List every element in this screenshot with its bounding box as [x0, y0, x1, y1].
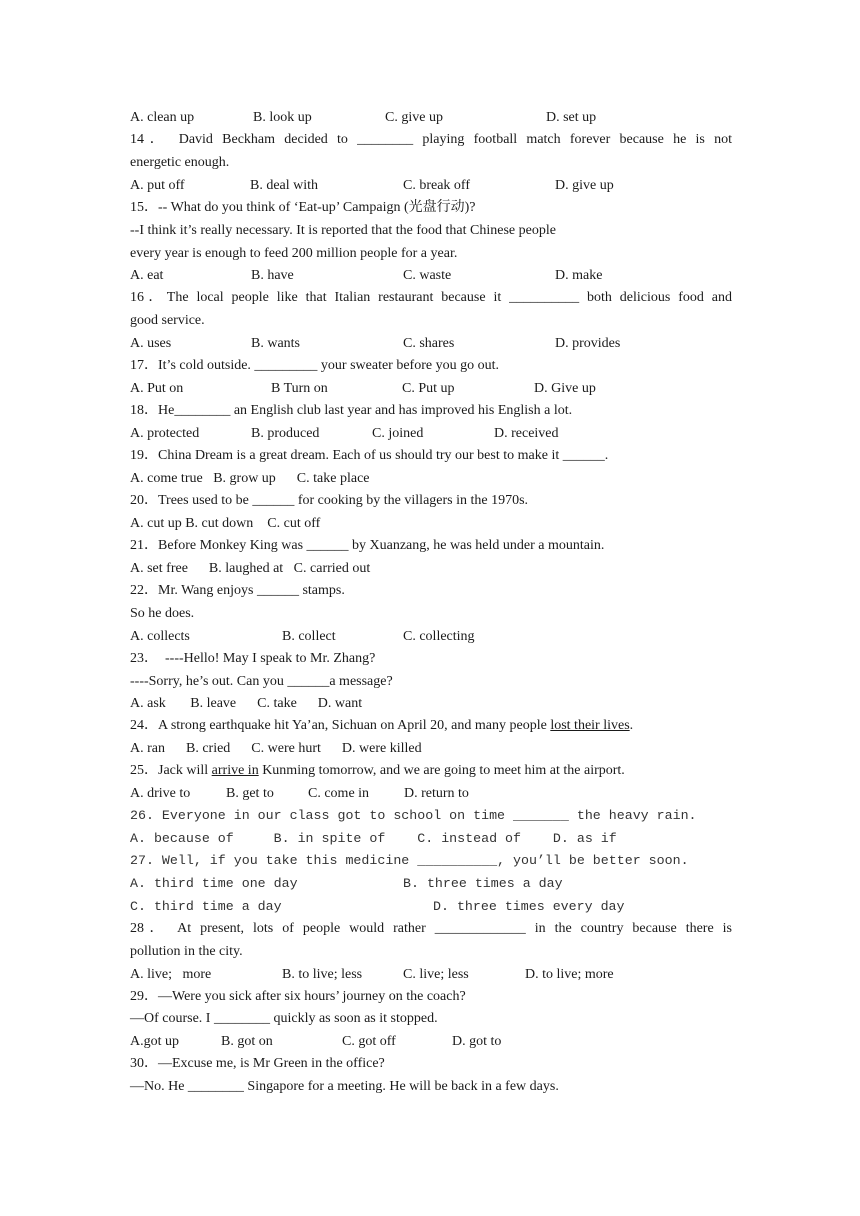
option-a: A. third time one day	[130, 876, 298, 891]
q15-options	[130, 266, 732, 286]
q30-question-cont: —No. He ________ Singapore for a meeting. He will be back in a few days.	[130, 1079, 559, 1094]
q22-question-cont: So he does.	[130, 606, 195, 621]
q25-text-pre: 25．Jack will	[130, 763, 212, 778]
option-a: A. Put on	[130, 381, 184, 396]
q20-options: A. cut up B. cut down C. cut off	[130, 516, 321, 531]
option-d: D. return to	[404, 786, 469, 801]
q19-options: A. come true B. grow up C. take place	[130, 471, 370, 486]
option-b: B. deal with	[250, 178, 319, 193]
option-d: D. give up	[555, 178, 614, 193]
q25-underlined-phrase: arrive in	[211, 763, 259, 778]
option-b: B. three times a day	[403, 876, 563, 891]
q21-question: 21．Before Monkey King was ______ by Xuanzang, he was held under a mountain.	[130, 538, 605, 553]
option-a: A. put off	[130, 178, 185, 193]
option-c: C. break off	[403, 178, 470, 193]
q15-question-cont: --I think it’s really necessary. It is reported that the food that Chinese people	[130, 223, 556, 238]
option-b: B. got on	[221, 1034, 273, 1049]
option-c: C. come in	[308, 786, 370, 801]
option-a: A. drive to	[130, 786, 191, 801]
option-a: A. collects	[130, 629, 190, 644]
q28-question-cont: pollution in the city.	[130, 944, 243, 959]
option-d: D. provides	[555, 336, 621, 351]
q28-question: 28． At present, lots of people would rather _____________ in the country because there is	[130, 921, 732, 936]
option-c: C. collecting	[403, 629, 475, 644]
option-b: B. wants	[251, 336, 300, 351]
q18-options	[130, 424, 732, 444]
q20-question: 20．Trees used to be ______ for cooking by the villagers in the 1970s.	[130, 493, 529, 508]
option-b: B. have	[251, 268, 294, 283]
option-a: A. protected	[130, 426, 200, 441]
q15-question: 15．-- What do you think of ‘Eat-up’ Campaign (光盘行动)?	[130, 200, 476, 215]
q14-question: 14． David Beckham decided to ________ playing football match forever because he is not	[130, 132, 732, 147]
q25-text-post: Kunming tomorrow, and we are going to meet him at the airport.	[258, 763, 625, 778]
q29-question: 29．—Were you sick after six hours’ journey on the coach?	[130, 989, 466, 1004]
option-c: C. Put up	[402, 381, 455, 396]
option-d: D. three times every day	[433, 899, 625, 914]
q16-options	[130, 334, 732, 354]
q23-question-cont: ----Sorry, he’s out. Can you ______a message?	[130, 674, 393, 689]
option-c: C. give up	[385, 110, 443, 125]
q15-question-cont2: every year is enough to feed 200 million people for a year.	[130, 246, 458, 261]
option-b: B. look up	[253, 110, 312, 125]
option-b: B Turn on	[271, 381, 328, 396]
q25-options	[130, 784, 732, 804]
q23-question: 23． ----Hello! May I speak to Mr. Zhang?	[130, 651, 376, 666]
q24-options: A. ran B. cried C. were hurt D. were killed	[130, 741, 422, 756]
q17-options	[130, 379, 732, 399]
option-d: D. set up	[546, 110, 597, 125]
option-c: C. live; less	[403, 967, 469, 982]
q30-question: 30．—Excuse me, is Mr Green in the office?	[130, 1056, 385, 1071]
q22-options	[130, 627, 732, 647]
option-c: C. waste	[403, 268, 452, 283]
q17-question: 17．It’s cold outside. _________ your sweater before you go out.	[130, 358, 499, 373]
q19-question: 19．China Dream is a great dream. Each of us should try our best to make it ______.	[130, 448, 609, 463]
q27-options-row1	[130, 874, 732, 894]
option-b: B. collect	[282, 629, 336, 644]
q24-text-post: .	[629, 718, 634, 733]
option-b: B. produced	[251, 426, 320, 441]
option-c: C. joined	[372, 426, 424, 441]
option-d: D. to live; more	[525, 967, 614, 982]
q18-question: 18．He________ an English club last year and has improved his English a lot.	[130, 403, 573, 418]
option-c: C. third time a day	[130, 899, 282, 914]
q26-question: 26. Everyone in our class got to school on time _______ the heavy rain.	[130, 808, 697, 823]
q26-options: A. because of B. in spite of C. instead of D. as if	[130, 831, 617, 846]
option-b: B. to live; less	[282, 967, 363, 982]
option-a: A. clean up	[130, 110, 195, 125]
q27-options-row2	[130, 897, 732, 917]
q24-question	[130, 716, 732, 736]
option-c: C. shares	[403, 336, 455, 351]
q16-question-cont: good service.	[130, 313, 205, 328]
option-d: D. Give up	[534, 381, 596, 396]
q27-question: 27. Well, if you take this medicine __________, you’ll be better soon.	[130, 853, 689, 868]
q16-question: 16．The local people like that Italian restaurant because it __________ both delicious food and	[130, 290, 732, 305]
q14-options	[130, 176, 732, 196]
option-a: A.got up	[130, 1034, 179, 1049]
option-d: D. received	[494, 426, 559, 441]
q29-question-cont: —Of course. I ________ quickly as soon as it stopped.	[130, 1011, 438, 1026]
option-d: D. make	[555, 268, 603, 283]
q22-question: 22．Mr. Wang enjoys ______ stamps.	[130, 583, 345, 598]
option-a: A. uses	[130, 336, 172, 351]
option-a: A. live; more	[130, 967, 212, 982]
q28-options	[130, 965, 732, 985]
option-d: D. got to	[452, 1034, 502, 1049]
q24-underlined-phrase: lost their lives	[550, 718, 630, 733]
q29-options	[130, 1032, 732, 1052]
q24-text-pre: 24．A strong earthquake hit Ya’an, Sichuan on April 20, and many people	[130, 718, 551, 733]
q25-question	[130, 761, 732, 781]
q13-options	[130, 108, 732, 128]
option-a: A. eat	[130, 268, 164, 283]
q23-options: A. ask B. leave C. take D. want	[130, 696, 363, 711]
q14-question-cont: energetic enough.	[130, 155, 230, 170]
option-b: B. get to	[226, 786, 274, 801]
option-c: C. got off	[342, 1034, 396, 1049]
q21-options: A. set free B. laughed at C. carried out	[130, 561, 371, 576]
